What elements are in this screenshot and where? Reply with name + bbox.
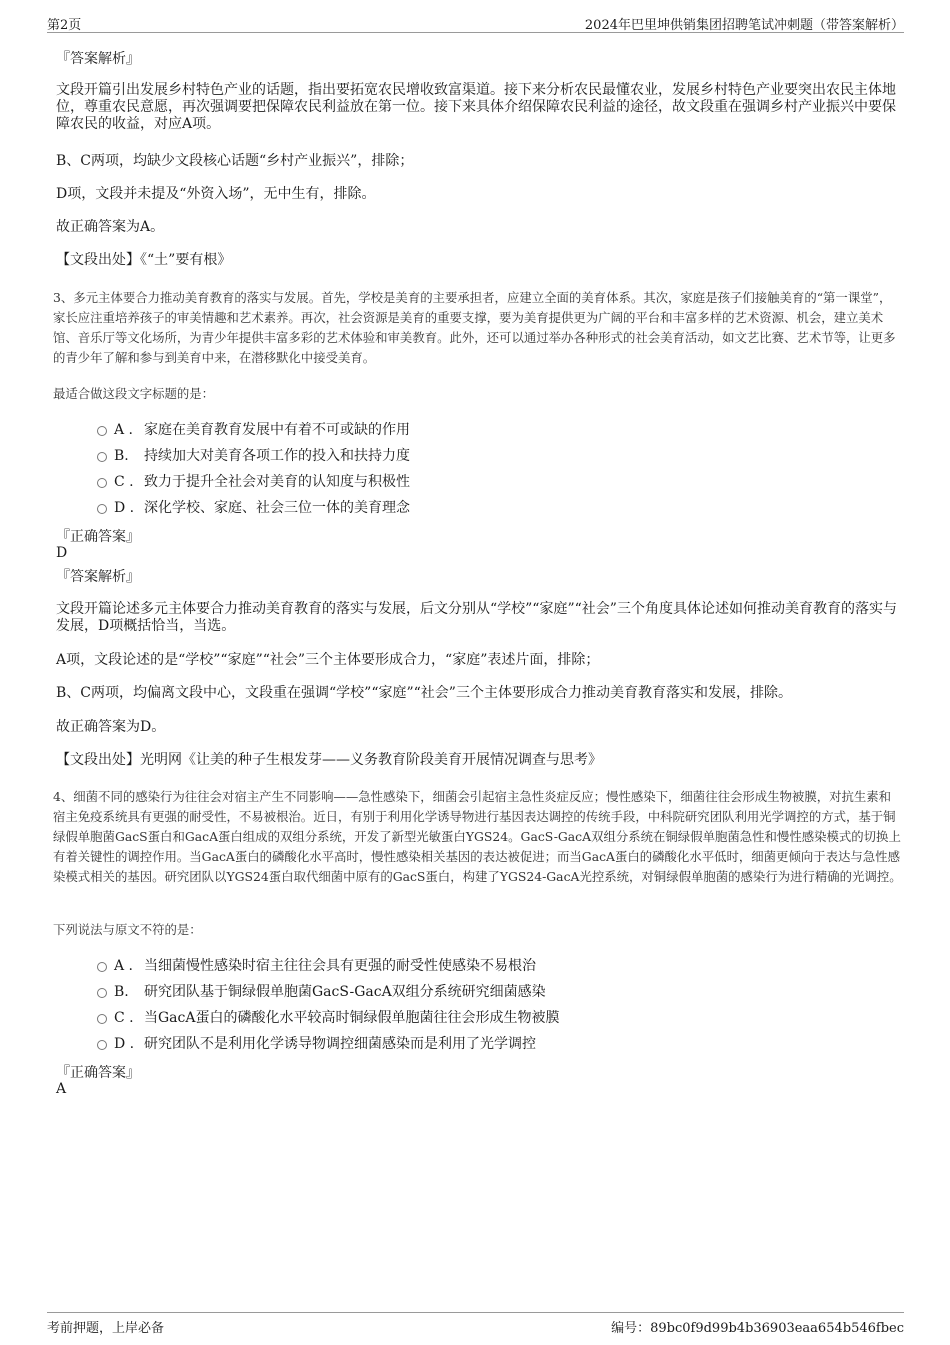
analysis-label: 『答案解析』	[56, 569, 140, 585]
radio-icon[interactable]	[97, 988, 107, 998]
question-4-prompt: 下列说法与原文不符的是：	[53, 922, 202, 937]
option-b[interactable]: B. 研究团队基于铜绿假单胞菌GacS-GacA双组分系统研究细菌感染	[56, 979, 902, 1005]
correct-answer-label: 『正确答案』	[56, 1065, 140, 1081]
radio-icon[interactable]	[97, 1014, 107, 1024]
option-c[interactable]: C . 致力于提升全社会对美育的认知度与积极性	[56, 469, 902, 495]
question-3-options	[56, 417, 902, 521]
correct-answer: A	[56, 1081, 67, 1097]
page-number: 第2页	[47, 18, 82, 33]
analysis-paragraph: 故正确答案为A。	[56, 219, 165, 235]
analysis-paragraph: B、C两项，均缺少文段核心话题“乡村产业振兴”，排除；	[56, 153, 414, 169]
correct-answer-label: 『正确答案』	[56, 529, 140, 545]
option-b[interactable]: B. 持续加大对美育各项工作的投入和扶持力度	[56, 443, 902, 469]
question-4-text: 4、细菌不同的感染行为往往会对宿主产生不同影响——急性感染下，细菌会引起宿主急性炎症反应；慢性感染下，细菌往往会形成生物被膜，对抗生素和宿主免疫系统具有更强的耐受性，不易被根治。近日，有别于利用化学诱导物进行基因表达调控的传统手段，中科院研究团队利用光学调控的方式，基于铜绿假单胞菌GacS蛋白和GacA蛋白组成的双组分系统，开发了新型光敏蛋白YGS24。GacS-GacA双组分系统在铜绿假单胞菌急性和慢性感染模式的切换上有着关键性的调控作用。当GacA蛋白的磷酸化水平高时，慢性感染相关基因的表达被促进；而当GacA蛋白的磷酸化水平低时，细菌更倾向于表达与急性感染模式相关的基因。研究团队以YGS24蛋白取代细菌中原有的GacS蛋白，构建了YGS24-GacA光控系统，对铜绿假单胞菌的感染行为进行精确的光调控。	[53, 789, 902, 884]
analysis-label: 『答案解析』	[56, 51, 140, 67]
radio-icon[interactable]	[97, 962, 107, 972]
analysis-paragraph: A项，文段论述的是“学校”“家庭”“社会”三个主体要形成合力，“家庭”表述片面，排除；	[56, 652, 600, 668]
analysis-paragraph: D项，文段并未提及“外资入场”，无中生有，排除。	[56, 186, 376, 202]
correct-answer: D	[56, 545, 68, 561]
radio-icon[interactable]	[97, 452, 107, 462]
radio-icon[interactable]	[97, 504, 107, 514]
document-title: 2024年巴里坤供销集团招聘笔试冲刺题（带答案解析）	[584, 18, 904, 33]
analysis-paragraph: 文段开篇引出发展乡村特色产业的话题，指出要拓宽农民增收致富渠道。接下来分析农民最懂农业，发展乡村特色产业要突出农民主体地位，尊重农民意愿，再次强调要把保障农民利益放在第一位。接下来具体介绍保障农民利益的途径，故文段重在强调乡村产业振兴中要保障农民的收益，对应A项。	[56, 82, 896, 132]
radio-icon[interactable]	[97, 426, 107, 436]
page-footer	[47, 1312, 904, 1337]
option-a[interactable]: A . 当细菌慢性感染时宿主往往会具有更强的耐受性使感染不易根治	[56, 953, 902, 979]
source-citation: 【文段出处】《“土”要有根》	[56, 252, 232, 268]
footer-slogan: 考前押题，上岸必备	[47, 1321, 165, 1336]
radio-icon[interactable]	[97, 1040, 107, 1050]
question-3-prompt: 最适合做这段文字标题的是：	[53, 386, 215, 401]
question-3-text: 3、多元主体要合力推动美育教育的落实与发展。首先，学校是美育的主要承担者，应建立全面的美育体系。其次，家庭是孩子们接触美育的“第一课堂”，家长应注重培养孩子的审美情趣和艺术素养。再次，社会资源是美育的重要支撑，要为美育提供更为广阔的平台和丰富多样的艺术资源、机会，建立美术馆、音乐厅等文化场所，为青少年提供丰富多彩的艺术体验和审美教育。此外，还可以通过举办各种形式的社会美育活动，如文艺比赛、艺术节等，让更多的青少年了解和参与到美育中来，在潜移默化中接受美育。	[53, 290, 896, 365]
option-d[interactable]: D . 深化学校、家庭、社会三位一体的美育理念	[56, 495, 902, 521]
source-citation: 【文段出处】光明网《让美的种子生根发芽——义务教育阶段美育开展情况调查与思考》	[56, 752, 602, 768]
page-header	[47, 12, 904, 33]
question-4-options	[56, 953, 902, 1057]
analysis-paragraph: 故正确答案为D。	[56, 719, 166, 735]
analysis-paragraph: B、C两项，均偏离文段中心，文段重在强调“学校”“家庭”“社会”三个主体要形成合力推动美育教育落实和发展，排除。	[56, 685, 792, 701]
radio-icon[interactable]	[97, 478, 107, 488]
document-id: 编号：89bc0f9d99b4b36903eaa654b546fbec	[611, 1321, 904, 1336]
option-c[interactable]: C . 当GacA蛋白的磷酸化水平较高时铜绿假单胞菌往往会形成生物被膜	[56, 1005, 902, 1031]
analysis-paragraph: 文段开篇论述多元主体要合力推动美育教育的落实与发展，后文分别从“学校”“家庭”“社会”三个角度具体论述如何推动美育教育的落实与发展，D项概括恰当，当选。	[56, 601, 897, 634]
option-d[interactable]: D . 研究团队不是利用化学诱导物调控细菌感染而是利用了光学调控	[56, 1031, 902, 1057]
option-a[interactable]: A . 家庭在美育教育发展中有着不可或缺的作用	[56, 417, 902, 443]
